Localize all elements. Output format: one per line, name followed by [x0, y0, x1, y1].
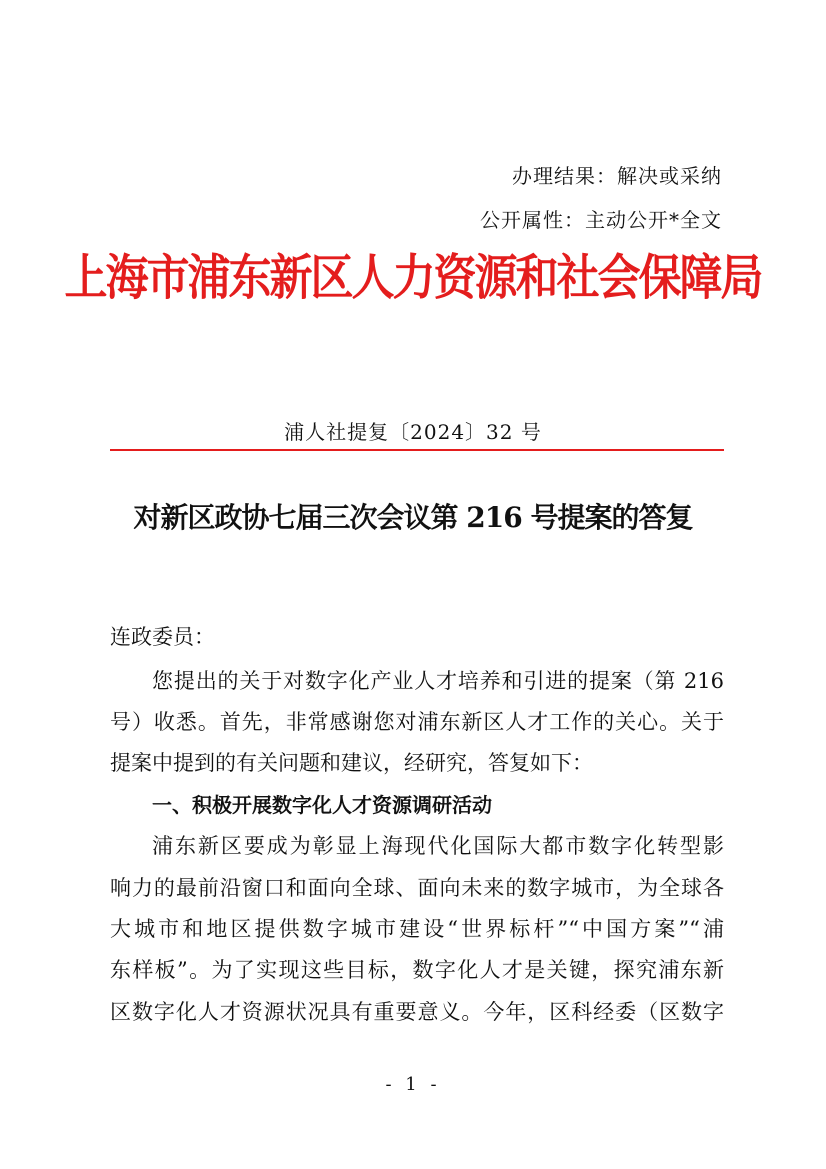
result-label: 办理结果：解决或采纳	[512, 164, 722, 188]
agency-masthead: 上海市浦东新区人力资源和社会保障局	[64, 250, 762, 307]
paragraph-line: 提案中提到的有关问题和建议，经研究，答复如下：	[110, 751, 593, 775]
page-number: - 1 -	[385, 1074, 441, 1095]
paragraph-line: 响力的最前沿窗口和面向全球、面向未来的数字城市，为全球各	[110, 876, 724, 900]
paragraph-line: 浦东新区要成为彰显上海现代化国际大都市数字化转型影	[152, 834, 724, 858]
paragraph-line: 号）收悉。首先，非常感谢您对浦东新区人才工作的关心。关于	[110, 710, 724, 734]
paragraph-line: 大城市和地区提供数字城市建设“世界标杆”“中国方案”“浦	[110, 917, 724, 941]
paragraph-line: 区数字化人才资源状况具有重要意义。今年，区科经委（区数字	[110, 1000, 724, 1024]
salutation: 连政委员：	[110, 625, 215, 649]
paragraph-line: 您提出的关于对数字化产业人才培养和引进的提案（第 216	[152, 669, 724, 693]
document-body	[110, 0, 724, 1169]
paragraph-line: 东样板”。为了实现这些目标，数字化人才是关键，探究浦东新	[110, 958, 724, 982]
document-title: 对新区政协七届三次会议第 216 号提案的答复	[133, 501, 693, 534]
disclosure-label: 公开属性：主动公开*全文	[480, 208, 722, 232]
document-number: 浦人社提复〔2024〕32 号	[284, 420, 542, 444]
section-heading: 一、积极开展数字化人才资源调研活动	[152, 793, 492, 817]
